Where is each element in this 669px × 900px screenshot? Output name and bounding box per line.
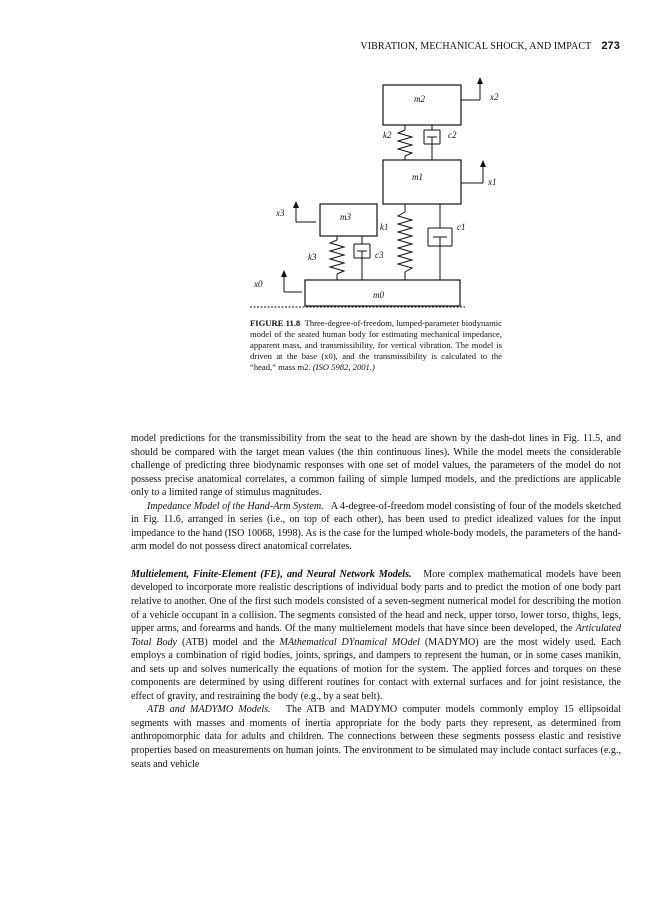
paragraph: model predictions for the transmissibility from the seat to the head are shown by the dash-dot lines in Fig. 11.5, and should be compared with the target mean values (the thin continuous lines). While the model meets the considerable challenge of predicting three biodynamic responses with one set of model values, the parameters of the model do not possess precise anatomical correlates, a common failing of simple lumped models, and the predictions are applicable only to a limited range of stimulus magnitudes. (131, 433, 621, 499)
label-c2: c2 (448, 130, 457, 140)
label-m0: m0 (373, 290, 384, 300)
paragraph (131, 568, 621, 703)
paragraph-text: More complex mathematical models have been developed to incorporate more realistic descriptions of individual body parts and to predict the motion of one body part relative to another. One of the first such models consisted of a seven-segment numerical model for describing the motion of a vehicle occupant in a collision. The segments consisted of the head and neck, upper torso, lower torso, thighs, legs, upper arms, and forearms and hands. Of the many multielement models that have since been developed, the (131, 568, 621, 635)
figure-caption (250, 318, 502, 373)
paragraph (131, 500, 621, 554)
label-x3: x3 (276, 208, 285, 218)
label-k3: k3 (308, 252, 317, 262)
run-in-heading: Impedance Model of the Hand-Arm System. (147, 500, 324, 512)
running-header (330, 40, 620, 52)
paragraph-text: (ATB) model and the (181, 636, 275, 648)
label-c1: c1 (457, 222, 466, 232)
label-k1: k1 (380, 222, 389, 232)
label-x1: x1 (488, 177, 497, 187)
body-text (131, 432, 621, 771)
section-heading: Multielement, Finite-Element (FE), and Neural Network Models. (131, 568, 412, 580)
running-title: VIBRATION, MECHANICAL SHOCK, AND IMPACT (360, 41, 592, 52)
label-k2: k2 (383, 130, 392, 140)
figure-label: FIGURE 11.8 (250, 318, 301, 328)
caption-citation: (ISO 5982, 2001.) (312, 362, 375, 372)
caption-text: Three-degree-of-freedom, lumped-parameter biodynamic model of the seated human body for estimating mechanical impedance, apparent mass, and transmissibility, for vertical vibration. The model is driven at the base (x0), and the transmissibility is calculated to the “head,” mass m2. (250, 318, 502, 372)
term-atb: Articulated Total Body (131, 623, 622, 648)
label-m1: m1 (412, 172, 423, 182)
page-number: 273 (601, 40, 620, 52)
paragraph-text: The ATB and MADYMO computer models commonly employ 15 ellipsoidal segments with masses and moments of inertia appropriate for the body parts they represent, as determined from anthropomorphic data for adults and children. The connections between these segments possess elastic and resistive properties based on measurements on human joints. The environment to be simulated may include contact surfaces (e.g., seats and vehicle (131, 704, 622, 770)
label-c3: c3 (375, 250, 384, 260)
run-in-heading: ATB and MADYMO Models. (147, 704, 271, 716)
biodynamic-model-figure (240, 70, 540, 315)
paragraph-text: (MADYMO) are the most widely used. Each employs a combination of rigid bodies, joints, springs, and dampers to represent the human, or in some cases manikin, and sets up and solves numerically the equations of motion for the system. The applied forces and torques on these components are determined by using different routines for contact with external surfaces and for joint resistance, the effect of gravity, and restraining the body (e.g., by a seat belt). (131, 636, 621, 702)
paragraph (131, 703, 621, 771)
label-m2: m2 (414, 94, 425, 104)
label-x2: x2 (490, 92, 499, 102)
mass-m1 (383, 160, 461, 204)
paragraph-text: A 4-degree-of-freedom model consisting of four of the models sketched in Fig. 11.6, arranged in series (i.e., on top of each other), has been used to predict idealized values for the input impedance to the hand (ISO 10068, 1998). As is the case for the lumped whole-body models, the parameters of the hand-arm model do not possess direct anatomical correlates. (131, 500, 622, 553)
mass-m2 (383, 85, 461, 125)
label-x0: x0 (254, 279, 263, 289)
label-m3: m3 (340, 212, 351, 222)
term-madymo: MAthematical DYnamical MOdel (279, 636, 420, 648)
